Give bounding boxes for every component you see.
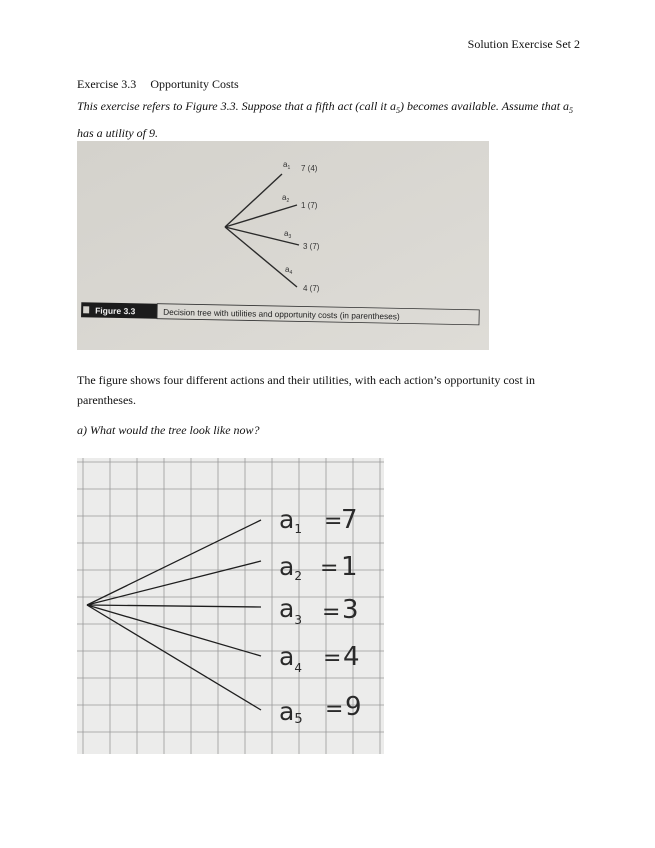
drawn-equals-2: = [320,556,339,581]
handwritten-answer-photo [77,458,384,754]
drawn-equals-4: = [323,646,342,671]
textbook-figure-photo [77,141,489,350]
prompt-subscript-2: 5 [569,106,574,115]
drawn-equals-5: = [325,697,344,722]
branch-act-2: $a_2$ [282,193,290,204]
branch-value-1: 7 (4) [301,164,318,173]
drawn-value-5: 9 [345,692,362,722]
prompt-text-2: ) becomes available. Assume that a [399,99,570,113]
drawn-value-4: 4 [343,642,360,672]
caption-label: Figure 3.3 [95,305,136,317]
branch-value-4: 4 (7) [303,284,320,293]
drawn-act-3: $a_3$ [279,594,302,627]
prompt-text-1: This exercise refers to Figure 3.3. Suppose that a fifth act (call it a [77,99,396,113]
branch-act-1: $a_1$ [283,160,291,171]
exercise-number: Exercise 3.3 [77,77,137,91]
question-a: a) What would the tree look like now? [77,423,260,437]
drawn-act-5: a5 [279,697,303,727]
exercise-title [77,77,239,92]
explanation-paragraph: The figure shows four different actions and their utilities, with each action’s opportunity cost in parentheses. [77,373,536,407]
drawn-equals-1: = [324,509,343,534]
drawn-act-2: $a_2$ [279,552,302,583]
exercise-prompt [77,95,582,145]
caption-text: Decision tree with utilities and opportunity costs (in parentheses) [163,306,400,322]
drawn-value-3: 3 [342,595,359,625]
exercise-topic: Opportunity Costs [150,77,239,91]
drawn-act-4: $a_4$ [279,642,302,675]
drawn-equals-3: = [322,600,341,625]
prompt-text-3: has a utility of 9. [77,126,158,140]
prompt-subscript-1: 5 [395,106,400,115]
branch-value-3: 3 (7) [303,242,320,251]
drawn-value-2: 1 [341,552,358,582]
branch-act-3: $a_3$ [284,229,292,240]
drawn-act-1: $a_1$ [279,505,302,536]
decision-tree-figure [77,141,489,350]
running-header: Solution Exercise Set 2 [467,37,580,51]
drawn-value-1: 7 [341,505,358,535]
branch-act-4: $a_4$ [285,265,293,276]
handwritten-decision-tree [77,458,384,754]
branch-value-2: 1 (7) [301,201,318,210]
